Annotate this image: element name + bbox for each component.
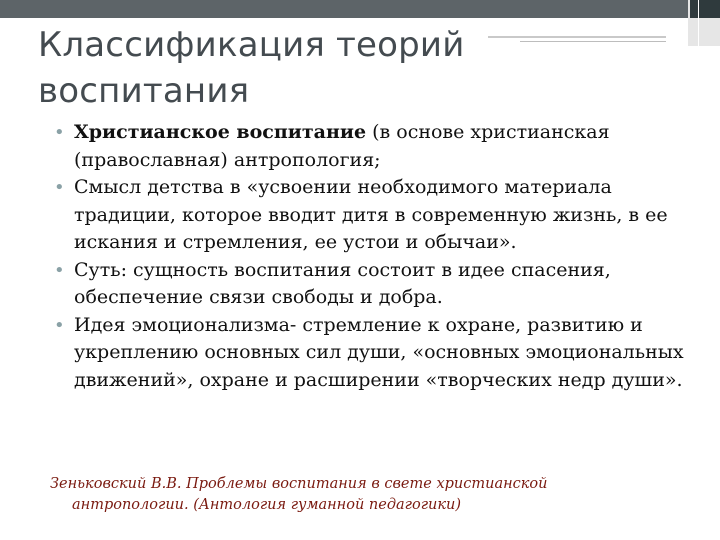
bullet-marker-icon: • [54, 314, 65, 336]
bullet-item [52, 174, 708, 257]
bullet-item [52, 312, 708, 395]
bullet-marker-icon: • [54, 177, 65, 198]
header-band-dark [690, 0, 720, 18]
bullet-bold-text: Христианское воспитание [74, 121, 367, 143]
bullet-text: Смысл детства в «усвоении необходимого материала традиции, которое вводит дитя в современную жизнь, в ее искания и стремления, ее устои и обычаи». [74, 176, 668, 253]
reference-citation [50, 474, 670, 516]
bullet-list [52, 119, 708, 394]
bullet-marker-icon: • [54, 122, 65, 143]
bullet-item [52, 257, 708, 312]
bullet-text: Идея эмоционализма- стремление к охране, развитию и укреплению основных сил души, «основных эмоциональных движений», охране и расширении «творческих недр души». [74, 313, 684, 391]
bullet-marker-icon: • [54, 259, 65, 281]
corner-divider [698, 0, 699, 46]
slide-title-line-2: воспитания [38, 71, 250, 111]
reference-line-1: Зеньковский В.В. Проблемы воспитания в свете христианской [50, 476, 548, 492]
bullet-text: (в основе христианская (православная) антропология; [74, 121, 610, 171]
slide-title [38, 22, 658, 114]
header-band [0, 0, 690, 18]
bullet-text: Суть: сущность воспитания состоит в идее спасения, обеспечение связи свободы и добра. [74, 258, 611, 308]
bullet-item [52, 119, 708, 174]
reference-line-2: антропологии. (Антология гуманной педагогики) [72, 497, 462, 513]
slide-title-line-1: Классификация теорий [38, 25, 465, 65]
